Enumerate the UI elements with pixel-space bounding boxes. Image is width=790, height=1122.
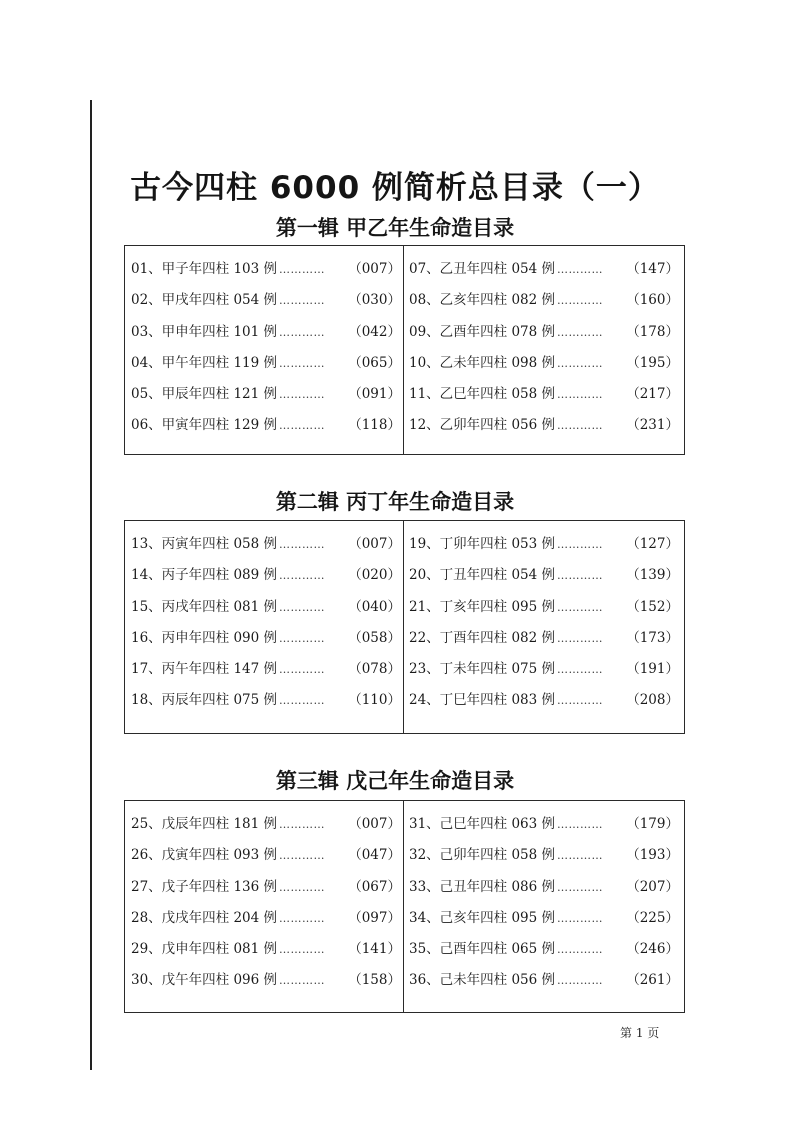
toc-entry-label: 16、丙申年四柱 090 例 xyxy=(131,629,278,646)
toc-entry-label: 10、乙未年四柱 098 例 xyxy=(409,354,556,371)
toc-entry-label: 12、乙卯年四柱 056 例 xyxy=(409,417,556,434)
dot-leader: ………… xyxy=(279,880,326,894)
dot-leader: ………… xyxy=(557,388,604,402)
toc-entry xyxy=(409,592,679,623)
toc-entry xyxy=(409,809,679,840)
toc-entry-label: 29、戊申年四柱 081 例 xyxy=(131,941,278,958)
toc-entry-label: 09、乙酉年四柱 078 例 xyxy=(409,323,556,340)
toc-column-left xyxy=(131,809,401,997)
toc-entry-page: （147） xyxy=(626,261,679,277)
toc-entry-page: （158） xyxy=(348,972,401,989)
toc-entry-label: 08、乙亥年四柱 082 例 xyxy=(409,292,556,309)
toc-entry-page: （231） xyxy=(626,417,679,434)
toc-entry xyxy=(409,623,679,654)
toc-entry xyxy=(409,840,679,871)
toc-entry-label: 23、丁未年四柱 075 例 xyxy=(409,661,556,678)
dot-leader: ………… xyxy=(279,569,326,583)
toc-entry-page: （178） xyxy=(626,323,679,340)
dot-leader: ………… xyxy=(279,974,326,988)
dot-leader: ………… xyxy=(279,694,326,708)
toc-entry xyxy=(409,317,679,348)
page-margin-rule xyxy=(90,100,92,1070)
toc-entry xyxy=(131,685,401,716)
toc-entry xyxy=(131,592,401,623)
toc-entry xyxy=(131,285,401,316)
toc-entry-page: （058） xyxy=(348,629,401,646)
toc-entry-label: 26、戊寅年四柱 093 例 xyxy=(131,847,278,864)
dot-leader: ………… xyxy=(279,849,326,863)
toc-entry-page: （007） xyxy=(348,261,401,277)
toc-entry xyxy=(409,965,679,996)
toc-entry xyxy=(131,872,401,903)
toc-entry-label: 34、己亥年四柱 095 例 xyxy=(409,909,556,926)
toc-entry xyxy=(131,965,401,996)
toc-entry-page: （078） xyxy=(348,661,401,678)
toc-entry-label: 13、丙寅年四柱 058 例 xyxy=(131,536,278,552)
toc-entry xyxy=(409,529,679,560)
toc-entry-label: 06、甲寅年四柱 129 例 xyxy=(131,417,278,434)
dot-leader: ………… xyxy=(557,356,604,370)
dot-leader: ………… xyxy=(557,325,604,339)
dot-leader: ………… xyxy=(279,388,326,402)
toc-entry-label: 28、戊戌年四柱 204 例 xyxy=(131,909,278,926)
toc-entry-label: 27、戊子年四柱 136 例 xyxy=(131,878,278,895)
toc-box-2 xyxy=(124,520,685,734)
toc-entry-label: 14、丙子年四柱 089 例 xyxy=(131,567,278,584)
toc-entry-label: 24、丁巳年四柱 083 例 xyxy=(409,692,556,709)
dot-leader: ………… xyxy=(279,911,326,925)
dot-leader: ………… xyxy=(279,663,326,677)
toc-entry-page: （118） xyxy=(348,417,401,434)
toc-column-right xyxy=(409,809,679,997)
toc-entry-label: 04、甲午年四柱 119 例 xyxy=(131,354,278,371)
toc-entry-page: （042） xyxy=(348,323,401,340)
toc-entry xyxy=(131,529,401,560)
toc-entry-page: （193） xyxy=(626,847,679,864)
toc-entry xyxy=(409,654,679,685)
toc-entry-label: 32、己卯年四柱 058 例 xyxy=(409,847,556,864)
toc-entry-label: 33、己丑年四柱 086 例 xyxy=(409,878,556,895)
page-title: 古今四柱 6000 例简析总目录（一） xyxy=(130,170,660,206)
toc-column-right xyxy=(409,529,679,717)
toc-entry xyxy=(131,317,401,348)
dot-leader: ………… xyxy=(557,600,604,614)
toc-entry-page: （065） xyxy=(348,354,401,371)
dot-leader: ………… xyxy=(557,818,604,831)
toc-entry-label: 36、己未年四柱 056 例 xyxy=(409,972,556,989)
toc-entry-page: （173） xyxy=(626,629,679,646)
dot-leader: ………… xyxy=(557,849,604,863)
toc-entry-page: （030） xyxy=(348,292,401,309)
section-heading-3: 第三辑 戊己年生命造目录 xyxy=(275,769,515,793)
section-heading-2: 第二辑 丙丁年生命造目录 xyxy=(275,490,515,514)
toc-entry-label: 25、戊辰年四柱 181 例 xyxy=(131,816,278,832)
toc-entry xyxy=(131,410,401,441)
toc-entry xyxy=(409,410,679,441)
dot-leader: ………… xyxy=(557,943,604,957)
toc-entry-label: 07、乙丑年四柱 054 例 xyxy=(409,261,556,277)
toc-entry-label: 17、丙午年四柱 147 例 xyxy=(131,661,278,678)
toc-entry-page: （110） xyxy=(348,692,401,709)
toc-column-right xyxy=(409,254,679,442)
toc-entry xyxy=(131,934,401,965)
section-heading-1: 第一辑 甲乙年生命造目录 xyxy=(275,216,515,240)
column-divider xyxy=(403,521,404,733)
toc-entry-label: 35、己酉年四柱 065 例 xyxy=(409,941,556,958)
toc-entry-page: （007） xyxy=(348,536,401,552)
dot-leader: ………… xyxy=(557,880,604,894)
toc-box-1 xyxy=(124,245,685,455)
toc-entry-label: 02、甲戌年四柱 054 例 xyxy=(131,292,278,309)
toc-entry xyxy=(409,903,679,934)
toc-entry-page: （246） xyxy=(626,941,679,958)
dot-leader: ………… xyxy=(557,631,604,645)
toc-entry-page: （195） xyxy=(626,354,679,371)
toc-entry-label: 01、甲子年四柱 103 例 xyxy=(131,261,278,277)
toc-entry-page: （067） xyxy=(348,878,401,895)
toc-entry xyxy=(131,560,401,591)
toc-entry xyxy=(409,379,679,410)
toc-entry xyxy=(409,560,679,591)
toc-entry xyxy=(409,285,679,316)
toc-entry-page: （207） xyxy=(626,878,679,895)
toc-entry-label: 19、丁卯年四柱 053 例 xyxy=(409,536,556,552)
toc-entry xyxy=(409,254,679,285)
dot-leader: ………… xyxy=(557,569,604,583)
dot-leader: ………… xyxy=(557,694,604,708)
toc-entry-page: （179） xyxy=(626,816,679,832)
dot-leader: ………… xyxy=(279,294,326,308)
toc-entry-label: 03、甲申年四柱 101 例 xyxy=(131,323,278,340)
toc-entry xyxy=(131,809,401,840)
dot-leader: ………… xyxy=(557,974,604,988)
toc-entry-page: （139） xyxy=(626,567,679,584)
toc-entry xyxy=(409,872,679,903)
toc-entry-label: 31、己巳年四柱 063 例 xyxy=(409,816,556,832)
dot-leader: ………… xyxy=(279,631,326,645)
toc-entry-page: （040） xyxy=(348,598,401,615)
toc-entry-label: 15、丙戌年四柱 081 例 xyxy=(131,598,278,615)
toc-entry xyxy=(131,379,401,410)
toc-entry xyxy=(409,348,679,379)
dot-leader: ………… xyxy=(557,538,604,551)
toc-entry xyxy=(131,840,401,871)
toc-entry-label: 21、丁亥年四柱 095 例 xyxy=(409,598,556,615)
column-divider xyxy=(403,246,404,454)
toc-entry-label: 20、丁丑年四柱 054 例 xyxy=(409,567,556,584)
dot-leader: ………… xyxy=(279,943,326,957)
page-number: 第 1 页 xyxy=(620,1026,660,1040)
dot-leader: ………… xyxy=(557,294,604,308)
dot-leader: ………… xyxy=(557,419,604,433)
toc-entry-page: （091） xyxy=(348,386,401,403)
toc-entry-page: （047） xyxy=(348,847,401,864)
toc-entry-page: （191） xyxy=(626,661,679,678)
toc-entry-label: 05、甲辰年四柱 121 例 xyxy=(131,386,278,403)
toc-entry-page: （160） xyxy=(626,292,679,309)
toc-entry xyxy=(131,348,401,379)
toc-entry-page: （141） xyxy=(348,941,401,958)
toc-entry xyxy=(409,934,679,965)
dot-leader: ………… xyxy=(279,538,326,551)
column-divider xyxy=(403,801,404,1012)
dot-leader: ………… xyxy=(279,818,326,831)
dot-leader: ………… xyxy=(279,356,326,370)
dot-leader: ………… xyxy=(557,911,604,925)
toc-box-3 xyxy=(124,800,685,1013)
dot-leader: ………… xyxy=(557,263,604,276)
toc-entry-page: （152） xyxy=(626,598,679,615)
toc-entry-label: 22、丁酉年四柱 082 例 xyxy=(409,629,556,646)
toc-entry-page: （127） xyxy=(626,536,679,552)
toc-column-left xyxy=(131,254,401,442)
dot-leader: ………… xyxy=(279,419,326,433)
dot-leader: ………… xyxy=(279,263,326,276)
toc-entry xyxy=(131,654,401,685)
toc-entry xyxy=(131,903,401,934)
toc-entry-label: 30、戊午年四柱 096 例 xyxy=(131,972,278,989)
toc-entry-page: （020） xyxy=(348,567,401,584)
toc-entry xyxy=(409,685,679,716)
toc-entry-page: （261） xyxy=(626,972,679,989)
toc-entry-page: （225） xyxy=(626,909,679,926)
dot-leader: ………… xyxy=(279,325,326,339)
toc-entry-page: （097） xyxy=(348,909,401,926)
toc-column-left xyxy=(131,529,401,717)
toc-entry-label: 11、乙巳年四柱 058 例 xyxy=(409,386,556,403)
toc-entry xyxy=(131,623,401,654)
toc-entry-page: （007） xyxy=(348,816,401,832)
toc-entry-page: （217） xyxy=(626,386,679,403)
toc-entry-label: 18、丙辰年四柱 075 例 xyxy=(131,692,278,709)
dot-leader: ………… xyxy=(557,663,604,677)
toc-entry-page: （208） xyxy=(626,692,679,709)
toc-entry xyxy=(131,254,401,285)
dot-leader: ………… xyxy=(279,600,326,614)
